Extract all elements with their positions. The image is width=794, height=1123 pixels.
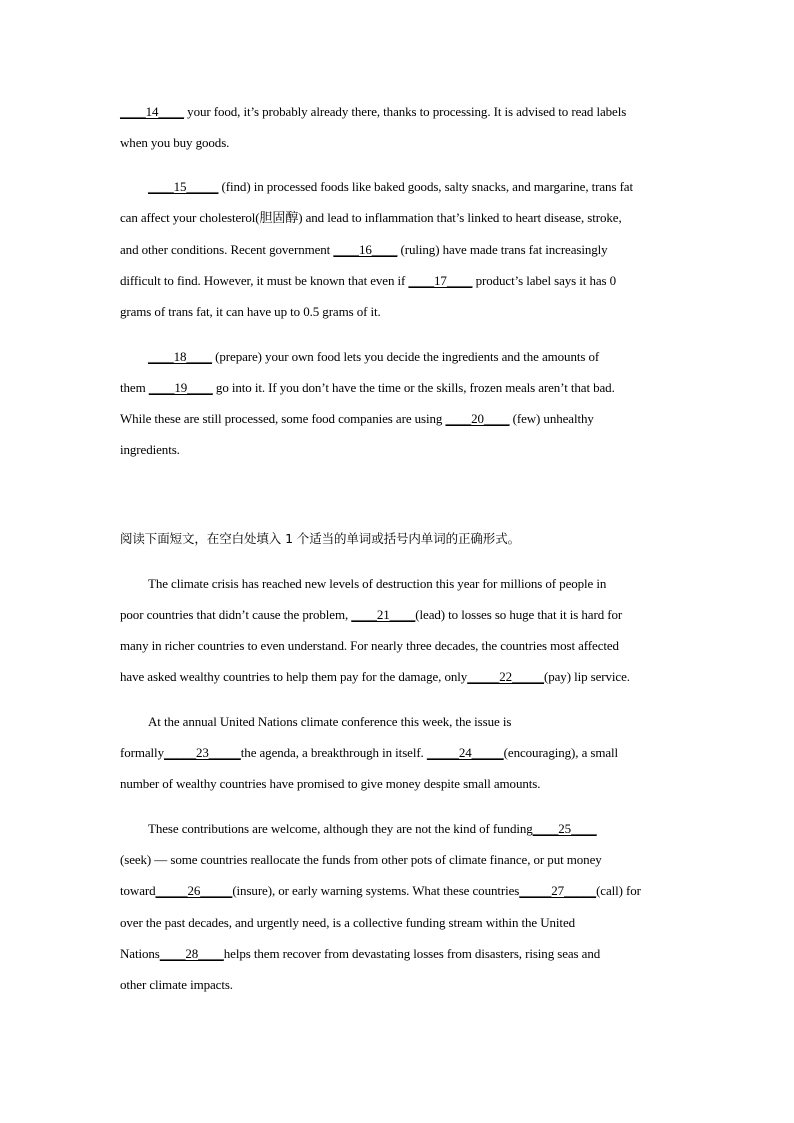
- blank-28[interactable]: ____28____: [159, 946, 224, 961]
- text-line: [120, 380, 615, 396]
- line-text: the agenda, a breakthrough in itself.: [240, 745, 427, 760]
- blank-19[interactable]: ____19____: [148, 380, 213, 395]
- blank-27[interactable]: _____27_____: [519, 883, 597, 898]
- text-line: grams of trans fat, it can have up to 0.5 grams of it.: [120, 304, 381, 319]
- text-line: [148, 179, 633, 195]
- text-line: [120, 411, 594, 427]
- line-text: (insure), or early warning systems. What these countries: [232, 883, 520, 898]
- line-text: go into it. If you don’t have the time or the skills, frozen meals aren’t that bad.: [212, 380, 615, 395]
- blank-26[interactable]: _____26_____: [155, 883, 233, 898]
- line-text: These contributions are welcome, although they are not the kind of funding: [148, 821, 533, 836]
- line-text: (call) for: [596, 883, 641, 898]
- blank-24[interactable]: _____24_____: [426, 745, 504, 760]
- line-text: (prepare) your own food lets you decide the ingredients and the amounts of: [212, 349, 600, 364]
- line-text: While these are still processed, some food companies are using: [120, 411, 446, 426]
- text-line: [120, 104, 626, 120]
- text-line: At the annual United Nations climate conference this week, the issue is: [148, 714, 512, 729]
- line-text: your food, it’s probably already there, thanks to processing. It is advised to read labels: [184, 104, 627, 119]
- blank-23[interactable]: _____23_____: [163, 745, 241, 760]
- text-line: over the past decades, and urgently need, is a collective funding stream within the United: [120, 915, 576, 930]
- text-line: [148, 349, 599, 365]
- line-text: and other conditions. Recent government: [120, 242, 334, 257]
- text-line: other climate impacts.: [120, 977, 233, 992]
- line-text: product’s label says it has 0: [472, 273, 617, 288]
- text-line: [120, 745, 618, 761]
- line-text: difficult to find. However, it must be known that even if: [120, 273, 409, 288]
- section-instruction: 阅读下面短文，在空白处填入 1 个适当的单词或括号内单词的正确形式。: [120, 531, 521, 546]
- text-line: [148, 821, 597, 837]
- blank-25[interactable]: ____25____: [532, 821, 597, 836]
- line-text: Nations: [120, 946, 160, 961]
- blank-15[interactable]: ____15_____: [148, 179, 219, 194]
- line-text: them: [120, 380, 149, 395]
- text-line: [120, 883, 641, 899]
- text-line: many in richer countries to even understand. For nearly three decades, the countries most affected: [120, 638, 619, 653]
- text-line: [120, 669, 630, 685]
- line-text: (ruling) have made trans fat increasingly: [397, 242, 608, 257]
- text-line: [120, 273, 616, 289]
- line-text: (encouraging), a small: [503, 745, 619, 760]
- blank-17[interactable]: ____17____: [408, 273, 473, 288]
- text-line: The climate crisis has reached new levels of destruction this year for millions of people in: [148, 576, 607, 591]
- blank-14[interactable]: ____14____: [120, 104, 185, 119]
- line-text: formally: [120, 745, 164, 760]
- blank-20[interactable]: ____20____: [445, 411, 510, 426]
- text-line: number of wealthy countries have promised to give money despite small amounts.: [120, 776, 541, 791]
- line-text: helps them recover from devastating losses from disasters, rising seas and: [223, 946, 601, 961]
- blank-22[interactable]: _____22_____: [467, 669, 544, 684]
- text-line: [120, 946, 600, 962]
- text-line: (seek) — some countries reallocate the funds from other pots of climate finance, or put money: [120, 852, 602, 867]
- blank-16[interactable]: ____16____: [333, 242, 398, 257]
- text-line: can affect your cholesterol(胆固醇) and lead to inflammation that’s linked to heart disease, stroke,: [120, 210, 622, 225]
- line-text: (few) unhealthy: [509, 411, 594, 426]
- blank-18[interactable]: ____18____: [148, 349, 213, 364]
- line-text: have asked wealthy countries to help them pay for the damage, only: [120, 669, 468, 684]
- line-text: (lead) to losses so huge that it is hard for: [415, 607, 623, 622]
- text-line: [120, 607, 622, 623]
- line-text: (pay) lip service.: [544, 669, 630, 684]
- text-line: ingredients.: [120, 442, 180, 457]
- line-text: toward: [120, 883, 156, 898]
- line-text: (find) in processed foods like baked goods, salty snacks, and margarine, trans fat: [218, 179, 633, 194]
- text-line: when you buy goods.: [120, 135, 230, 150]
- line-text: poor countries that didn’t cause the problem,: [120, 607, 352, 622]
- blank-21[interactable]: ____21____: [351, 607, 416, 622]
- text-line: [120, 242, 608, 258]
